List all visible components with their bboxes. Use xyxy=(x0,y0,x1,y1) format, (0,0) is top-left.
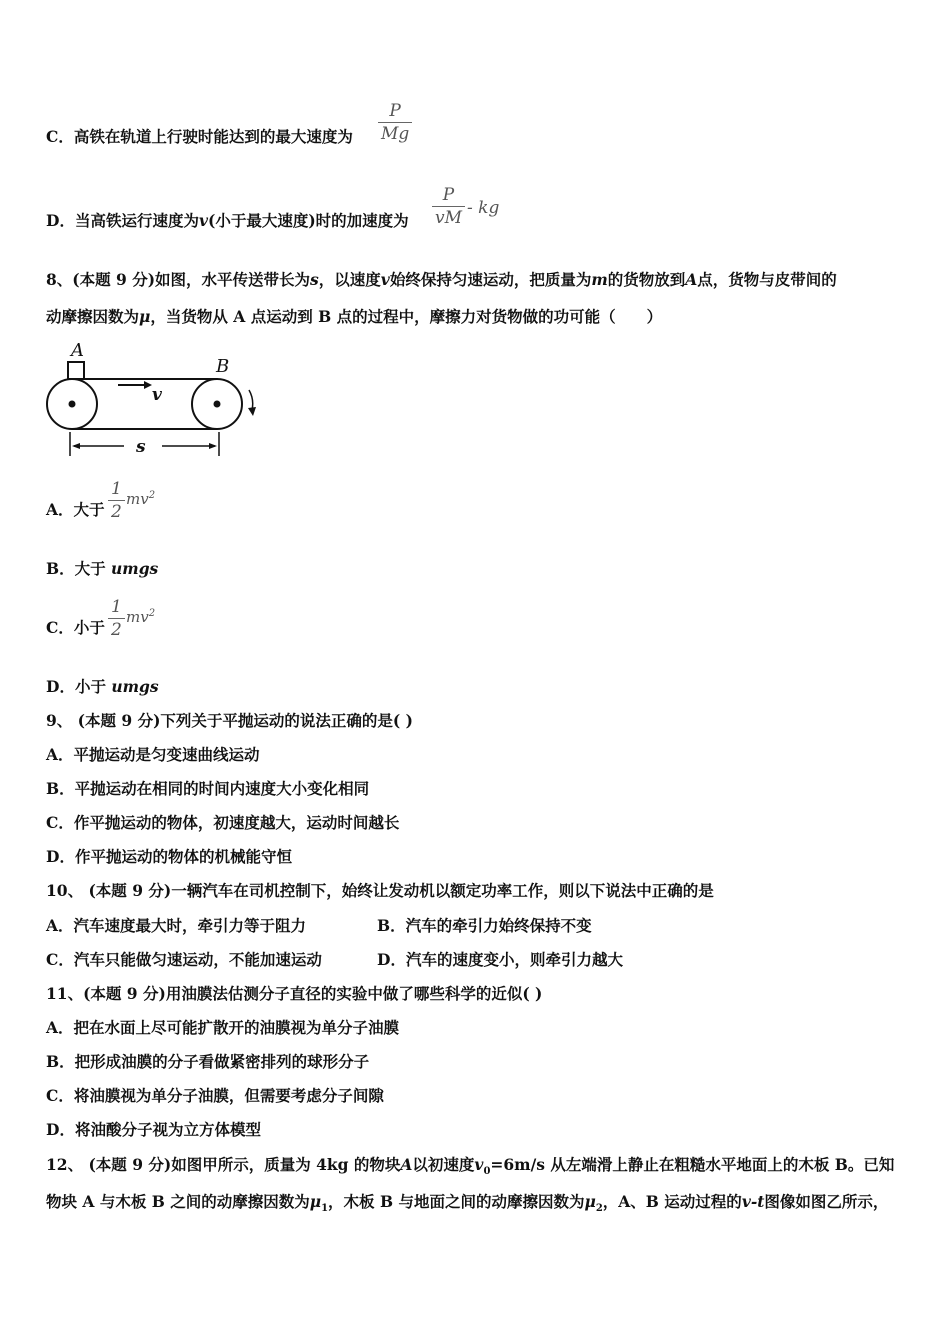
q8-option-d xyxy=(46,677,159,697)
q10-option-d: D．汽车的速度变小，则牵引力越大 xyxy=(377,950,623,969)
variable-a: A xyxy=(685,270,698,289)
q7-option-c xyxy=(46,127,353,147)
option-label: C． xyxy=(46,618,74,637)
variable-vt: v-t xyxy=(741,1192,765,1211)
q11-option-b: B．把形成油膜的分子看做紧密排列的球形分子 xyxy=(46,1052,370,1071)
q9-option-a: A．平抛运动是匀变速曲线运动 xyxy=(46,745,260,764)
velocity-arrowhead xyxy=(144,381,152,389)
q8-option-a-fraction xyxy=(108,478,125,523)
stem-text: =6m/s 从左端滑上静止在粗糙水平地面上的木板 B。已知 xyxy=(490,1155,895,1174)
option-text-2: (小于最大速度)时的加速度为 xyxy=(207,211,409,230)
option-label: D． xyxy=(46,677,75,696)
q8-stem-line-2 xyxy=(46,307,662,327)
stem-text: 以初速度 xyxy=(412,1155,475,1174)
expr-umgs: umgs xyxy=(111,677,159,696)
q8-option-c-expr xyxy=(126,608,155,626)
variable-a: A xyxy=(400,1155,413,1174)
fraction-numerator: 1 xyxy=(108,596,125,619)
q9-option-d: D．作平抛运动的物体的机械能守恒 xyxy=(46,847,292,866)
option-label: C． xyxy=(46,127,74,146)
exponent: 2 xyxy=(148,608,156,619)
fraction-denominator: vM xyxy=(435,208,463,228)
expr-mv: mv xyxy=(126,490,149,508)
stem-text: (本题 9 分)如图，水平传送带长为 xyxy=(72,270,311,289)
right-pulley-axle xyxy=(214,401,221,408)
q9-option-c: C．作平抛运动的物体，初速度越大，运动时间越长 xyxy=(46,813,400,832)
dim-arrow-right xyxy=(209,443,217,449)
q12-stem-line-1 xyxy=(46,1155,894,1182)
stem-text: 的货物放到 xyxy=(607,270,686,289)
q8-option-c xyxy=(46,618,105,638)
variable-v: v xyxy=(380,270,390,289)
q8-option-b xyxy=(46,559,158,579)
cargo-block xyxy=(68,362,84,379)
q10-stem: 10、 (本题 9 分)一辆汽车在司机控制下，始终让发动机以额定功率工作，则以下说法中正确的是 xyxy=(46,881,714,900)
variable-v: v xyxy=(198,211,208,230)
q8-option-a xyxy=(46,500,105,520)
stem-text: 始终保持匀速运动，把质量为 xyxy=(389,270,592,289)
fraction-denominator: 2 xyxy=(111,620,122,640)
option-text: 大于 xyxy=(74,559,106,578)
fraction-denominator: Mg xyxy=(381,124,410,144)
expr-mv: mv xyxy=(126,608,149,626)
variable-mu1: μ xyxy=(309,1192,322,1211)
q9-option-b: B．平抛运动在相同的时间内速度大小变化相同 xyxy=(46,779,370,798)
option-text: 小于 xyxy=(73,618,105,637)
option-text: 高铁在轨道上行驶时能达到的最大速度为 xyxy=(73,127,353,146)
q7-option-d-fraction xyxy=(432,184,465,229)
label-a: A xyxy=(71,340,84,361)
stem-text: ，当货物从 A 点运动到 B 点的过程中，摩擦力对货物做的功可能（ ） xyxy=(150,307,663,326)
stem-text: 物块 A 与木板 B 之间的动摩擦因数为 xyxy=(46,1192,310,1211)
q8-option-a-expr xyxy=(126,490,155,508)
q7-option-d xyxy=(46,211,409,231)
stem-text: 图像如图乙所示， xyxy=(764,1192,889,1211)
label-s: s xyxy=(136,437,146,457)
q11-stem: 11、(本题 9 分)用油膜法估测分子直径的实验中做了哪些科学的近似( ) xyxy=(46,984,543,1003)
conveyor-belt-figure xyxy=(44,338,264,460)
subscript: 1 xyxy=(321,1203,329,1215)
label-v: v xyxy=(152,385,162,405)
stem-text: 12、 (本题 9 分)如图甲所示，质量为 4kg 的物块 xyxy=(46,1155,401,1174)
variable-m: m xyxy=(591,270,608,289)
variable-v0: v xyxy=(474,1155,484,1174)
variable-mu: μ xyxy=(139,307,151,326)
q12-stem-line-2 xyxy=(46,1192,888,1219)
label-b: B xyxy=(216,356,230,377)
q11-option-a: A．把在水面上尽可能扩散开的油膜视为单分子油膜 xyxy=(46,1018,400,1037)
expr-umgs: umgs xyxy=(111,559,159,578)
fraction-numerator: P xyxy=(432,184,465,207)
q11-option-d: D．将油酸分子视为立方体模型 xyxy=(46,1120,261,1139)
q10-option-b: B．汽车的牵引力始终保持不变 xyxy=(377,916,592,935)
option-label: B． xyxy=(46,559,75,578)
left-pulley-axle xyxy=(69,401,76,408)
option-label: D． xyxy=(46,211,75,230)
stem-text: 动摩擦因数为 xyxy=(46,307,140,326)
exponent: 2 xyxy=(148,490,156,501)
fraction-numerator: 1 xyxy=(108,478,125,501)
stem-text: ，以速度 xyxy=(318,270,381,289)
q10-option-a: A．汽车速度最大时，牵引力等于阻力 xyxy=(46,916,307,935)
option-text: 大于 xyxy=(73,500,105,519)
fraction-numerator: P xyxy=(378,100,412,123)
subscript: 0 xyxy=(483,1166,491,1178)
rotation-arrowhead xyxy=(248,407,256,416)
variable-mu2: μ xyxy=(584,1192,596,1211)
rotation-arc xyxy=(249,390,253,410)
stem-text: 点，货物与皮带间的 xyxy=(697,270,837,289)
q7-option-c-fraction xyxy=(378,100,412,145)
q10-option-c: C．汽车只能做匀速运动，不能加速运动 xyxy=(46,950,322,969)
option-text: 小于 xyxy=(74,677,106,696)
stem-text: ，木板 B 与地面之间的动摩擦因数为 xyxy=(328,1192,585,1211)
q8-option-c-fraction xyxy=(108,596,125,641)
question-number: 8、 xyxy=(46,270,73,289)
q9-stem: 9、 (本题 9 分)下列关于平抛运动的说法正确的是( ) xyxy=(46,711,413,730)
q8-stem-line-1 xyxy=(46,270,837,290)
option-label: A． xyxy=(46,500,74,519)
fraction-denominator: 2 xyxy=(111,502,122,522)
dim-arrow-left xyxy=(72,443,80,449)
q11-option-c: C．将油膜视为单分子油膜，但需要考虑分子间隙 xyxy=(46,1086,384,1105)
q7-option-d-tail: - kg xyxy=(467,198,500,218)
option-text: 当高铁运行速度为 xyxy=(74,211,199,230)
subscript: 2 xyxy=(595,1203,603,1215)
variable-s: s xyxy=(310,270,319,289)
stem-text: ，A、B 运动过程的 xyxy=(602,1192,742,1211)
